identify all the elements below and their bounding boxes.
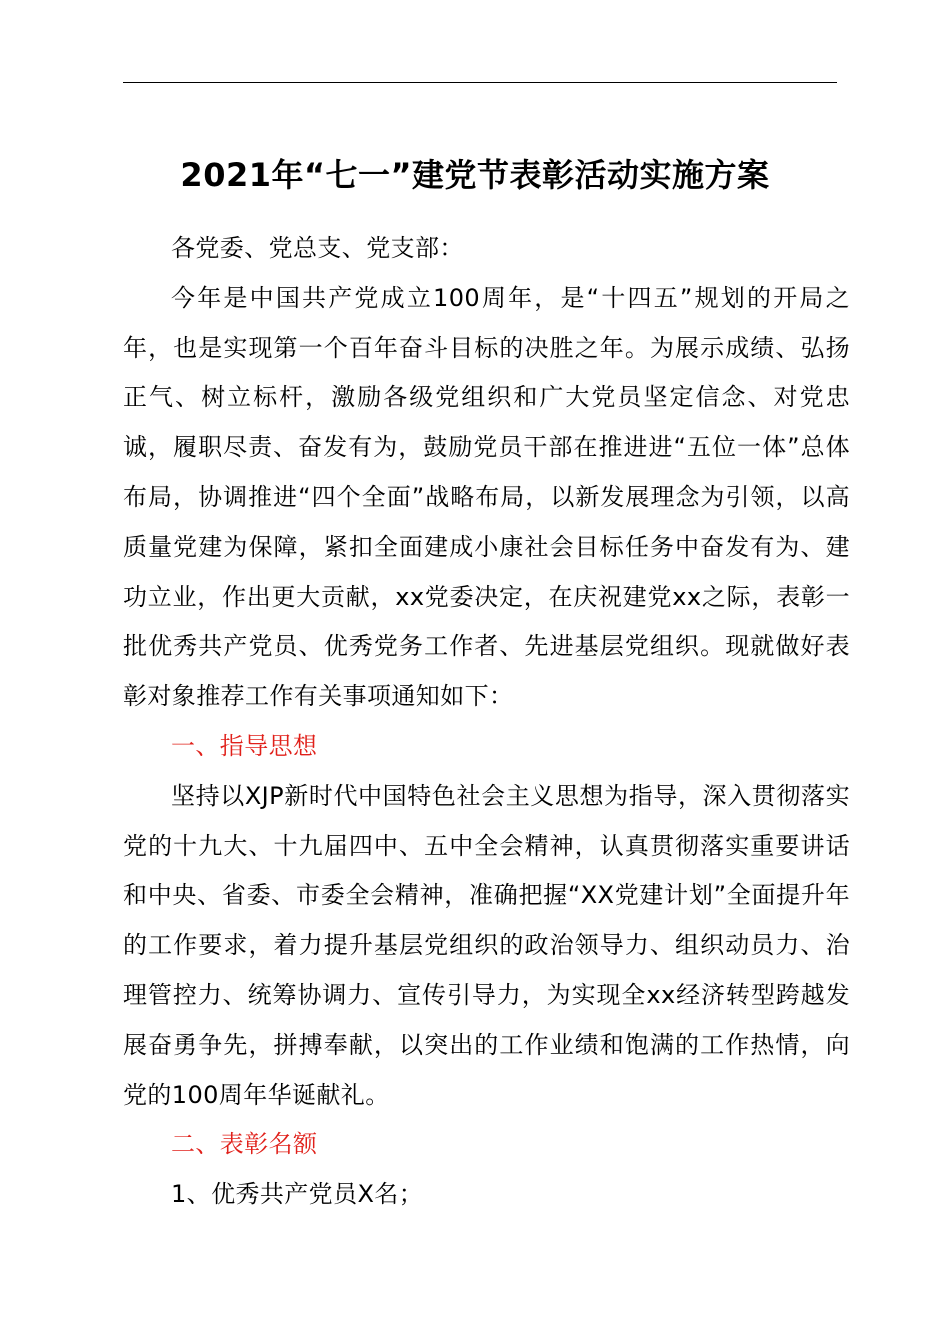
section-body-guiding-ideology: 坚持以XJP新时代中国特色社会主义思想为指导，深入贯彻落实党的十九大、十九届四中、五中全会精神，认真贯彻落实重要讲话和中央、省委、市委全会精神，准确把握“XX党建计划”全面提升年的工作要求，着力提升基层党组织的政治领导力、组织动员力、治理管控力、统筹协调力、宣传引导力，为实现全xx经济转型跨越发展奋勇争先，拼搏奉献，以突出的工作业绩和饱满的工作热情，向党的100周年华诞献礼。 <box>123 781 850 1109</box>
document-title: 2021年“七一”建党节表彰活动实施方案 <box>180 156 770 194</box>
intro-paragraph: 今年是中国共产党成立100周年，是“十四五”规划的开局之年，也是实现第一个百年奋斗目标的决胜之年。为展示成绩、弘扬正气、树立标杆，激励各级党组织和广大党员坚定信念、对党忠诚，履职尽责、奋发有为，鼓励党员干部在推进进“五位一体”总体布局，协调推进“四个全面”战略布局，以新发展理念为引领，以高质量党建为保障，紧扣全面建成小康社会目标任务中奋发有为、建功立业，作出更大贡献，xx党委决定，在庆祝建党xx之际，表彰一批优秀共产党员、优秀党务工作者、先进基层党组织。现就做好表彰对象推荐工作有关事项通知如下： <box>123 283 850 711</box>
section-heading-quota: 二、表彰名额 <box>171 1130 318 1159</box>
list-item-quota-1: 1、优秀共产党员X名； <box>171 1180 424 1209</box>
section-heading-guiding-ideology: 一、指导思想 <box>171 731 318 760</box>
document-body <box>123 224 850 1220</box>
salutation: 各党委、党总支、党支部： <box>171 234 464 262</box>
header-rule <box>123 82 837 83</box>
